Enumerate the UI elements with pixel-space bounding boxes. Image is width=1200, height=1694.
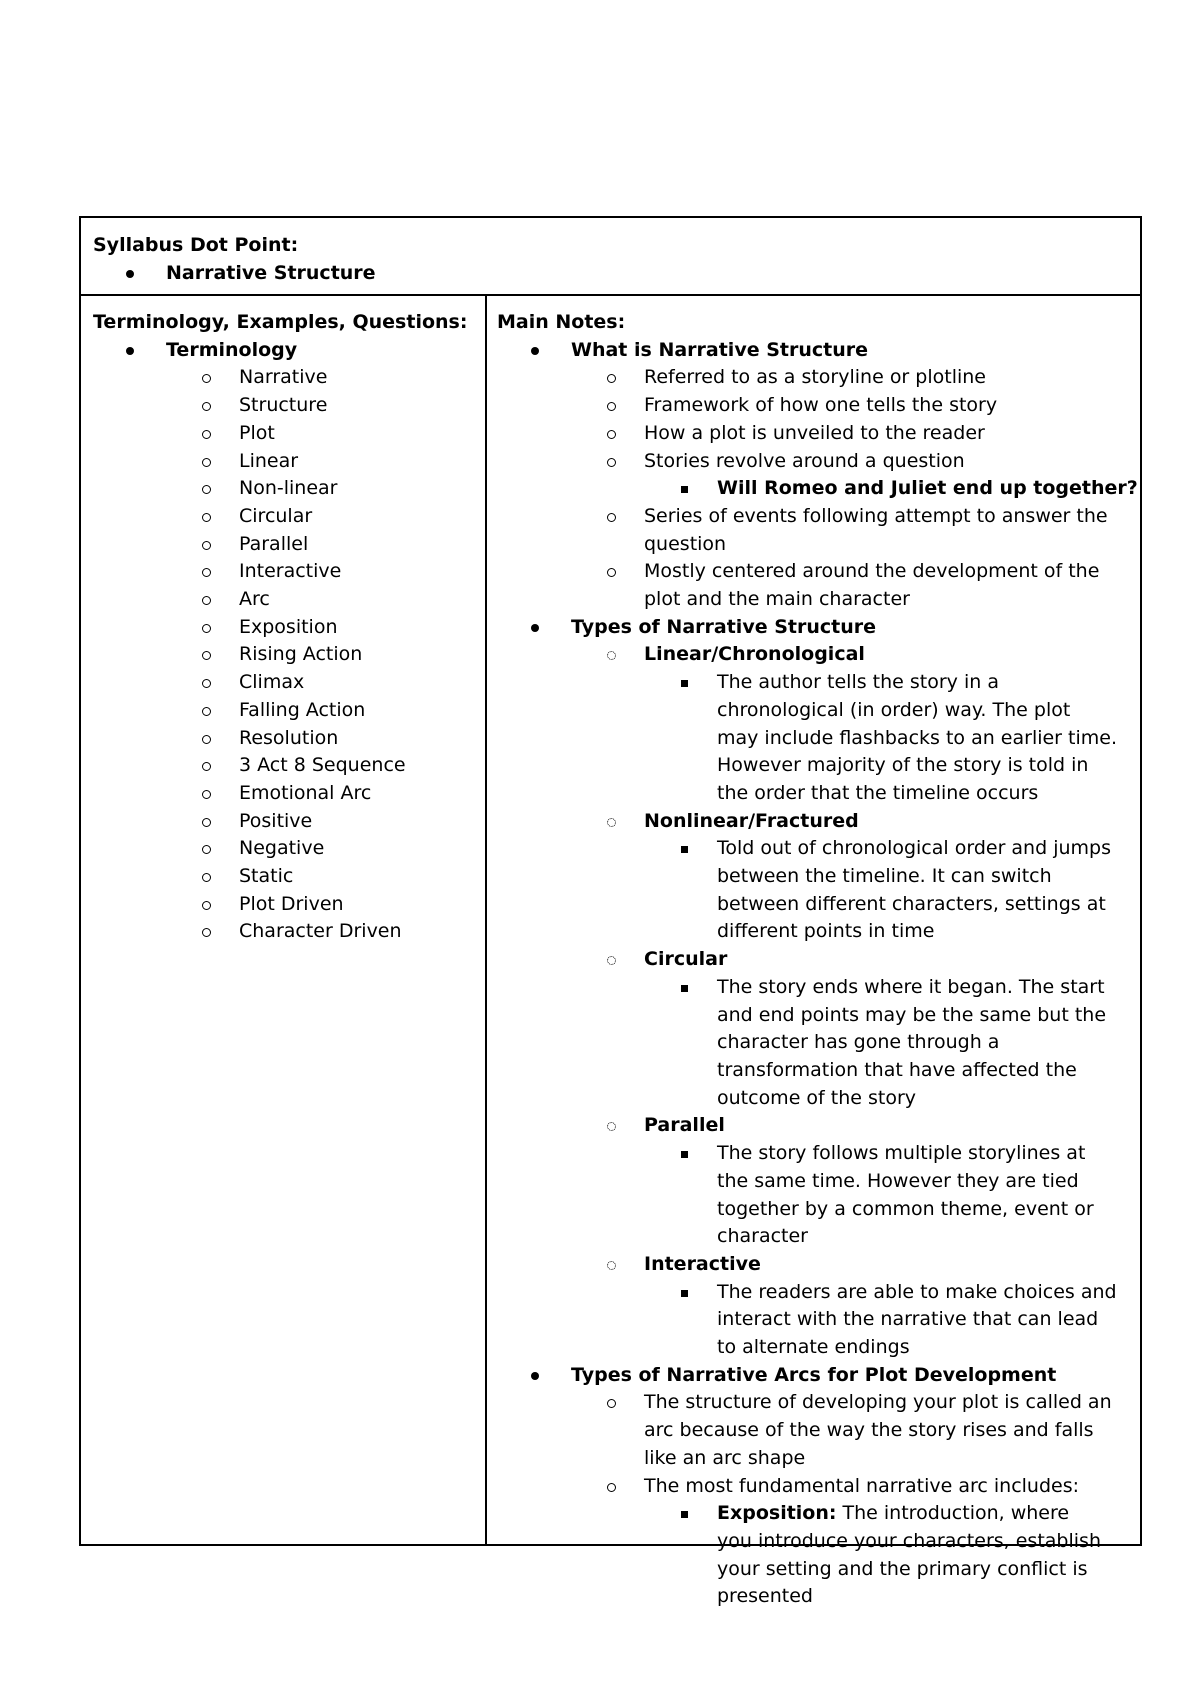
hollow-circle-bullet-icon	[202, 891, 211, 920]
term-item: Plot	[93, 420, 485, 448]
hollow-circle-bullet-icon	[202, 475, 211, 504]
type-list	[497, 641, 1134, 1361]
bullet-icon	[531, 337, 539, 365]
hollow-circle-bullet-icon	[202, 808, 211, 837]
hollow-circle-bullet-icon	[202, 448, 211, 477]
bullet-icon	[126, 260, 134, 288]
term-item: Rising Action	[93, 641, 485, 669]
hollow-circle-bullet-icon	[202, 918, 211, 947]
dotted-circle-bullet-icon	[607, 1251, 616, 1280]
type-name: Nonlinear/Fractured	[497, 808, 1134, 836]
section-title: Types of Narrative Arcs for Plot Development	[497, 1362, 1134, 1390]
syllabus-point: Narrative Structure	[93, 260, 1140, 288]
square-bullet-icon	[681, 835, 688, 863]
note-item: The most fundamental narrative arc includes:	[497, 1473, 1134, 1501]
term-item: 3 Act 8 Sequence	[93, 752, 485, 780]
term-item: Static	[93, 863, 485, 891]
note-exposition: Exposition: The introduction, where you introduce your characters, establish your setting and the primary conflict is presented	[497, 1500, 1134, 1611]
term-list	[93, 364, 485, 946]
hollow-circle-bullet-icon	[607, 420, 616, 449]
term-item: Linear	[93, 448, 485, 476]
hollow-circle-bullet-icon	[202, 725, 211, 754]
hollow-circle-bullet-icon	[202, 780, 211, 809]
term-item: Falling Action	[93, 697, 485, 725]
note-list	[497, 364, 1134, 475]
hollow-circle-bullet-icon	[202, 558, 211, 587]
hollow-circle-bullet-icon	[202, 586, 211, 615]
hollow-circle-bullet-icon	[202, 863, 211, 892]
square-bullet-icon	[681, 1140, 688, 1168]
term-item: Emotional Arc	[93, 780, 485, 808]
type-name: Linear/Chronological	[497, 641, 1134, 669]
note-list	[497, 1389, 1134, 1500]
hollow-circle-bullet-icon	[202, 669, 211, 698]
hollow-circle-bullet-icon	[202, 392, 211, 421]
square-bullet-icon	[681, 974, 688, 1002]
note-item: Series of events following attempt to answer the question	[497, 503, 1134, 558]
hollow-circle-bullet-icon	[607, 364, 616, 393]
hollow-circle-bullet-icon	[607, 448, 616, 477]
hollow-circle-bullet-icon	[607, 558, 616, 587]
section-title: What is Narrative Structure	[497, 337, 1134, 365]
note-item: Mostly centered around the development of the plot and the main character	[497, 558, 1134, 613]
type-name: Parallel	[497, 1112, 1134, 1140]
term-item: Non-linear	[93, 475, 485, 503]
term-item: Character Driven	[93, 918, 485, 946]
terminology-cell	[81, 296, 487, 1544]
term-item: Circular	[93, 503, 485, 531]
square-bullet-icon	[681, 475, 688, 503]
dotted-circle-bullet-icon	[607, 946, 616, 975]
main-notes-cell	[487, 296, 1140, 1608]
main-notes-heading: Main Notes:	[497, 311, 626, 333]
type-name: Interactive	[497, 1251, 1134, 1279]
term-item: Parallel	[93, 531, 485, 559]
type-description: Told out of chronological order and jumps between the timeline. It can switch between different characters, settings at different points in time	[497, 835, 1134, 946]
hollow-circle-bullet-icon	[202, 420, 211, 449]
note-item: Referred to as a storyline or plotline	[497, 364, 1134, 392]
hollow-circle-bullet-icon	[202, 697, 211, 726]
note-item: How a plot is unveiled to the reader	[497, 420, 1134, 448]
type-name: Circular	[497, 946, 1134, 974]
type-description: The story ends where it began. The start and end points may be the same but the character has gone through a transformation that have affected the outcome of the story	[497, 974, 1134, 1113]
notes-table	[79, 216, 1142, 1608]
term-item: Arc	[93, 586, 485, 614]
term-item: Positive	[93, 808, 485, 836]
hollow-circle-bullet-icon	[202, 641, 211, 670]
square-bullet-icon	[681, 669, 688, 697]
term-item: Interactive	[93, 558, 485, 586]
note-item: Framework of how one tells the story	[497, 392, 1134, 420]
dotted-circle-bullet-icon	[607, 1112, 616, 1141]
bullet-icon	[126, 337, 134, 365]
terminology-section: Terminology	[93, 337, 485, 365]
type-description: The story follows multiple storylines at the same time. However they are tied together by a common theme, event or character	[497, 1140, 1134, 1251]
term-item: Exposition	[93, 614, 485, 642]
term-item: Resolution	[93, 725, 485, 753]
hollow-circle-bullet-icon	[202, 752, 211, 781]
term-item: Negative	[93, 835, 485, 863]
hollow-circle-bullet-icon	[607, 503, 616, 532]
bullet-icon	[531, 614, 539, 642]
term-item: Structure	[93, 392, 485, 420]
hollow-circle-bullet-icon	[202, 364, 211, 393]
note-item: The structure of developing your plot is called an arc because of the way the story rises and falls like an arc shape	[497, 1389, 1134, 1472]
dotted-circle-bullet-icon	[607, 641, 616, 670]
hollow-circle-bullet-icon	[607, 1389, 616, 1418]
type-description: The readers are able to make choices and interact with the narrative that can lead to alternate endings	[497, 1279, 1134, 1362]
hollow-circle-bullet-icon	[202, 614, 211, 643]
type-description: The author tells the story in a chronological (in order) way. The plot may include flashbacks to an earlier time. However majority of the story is told in the order that the timeline occurs	[497, 669, 1134, 808]
hollow-circle-bullet-icon	[607, 392, 616, 421]
dotted-circle-bullet-icon	[607, 808, 616, 837]
term-item: Narrative	[93, 364, 485, 392]
term-item: Plot Driven	[93, 891, 485, 919]
syllabus-cell	[81, 218, 1140, 296]
hollow-circle-bullet-icon	[202, 503, 211, 532]
note-list	[497, 503, 1134, 614]
note-item: Stories revolve around a question	[497, 448, 1134, 476]
hollow-circle-bullet-icon	[202, 835, 211, 864]
term-item: Climax	[93, 669, 485, 697]
square-bullet-icon	[681, 1279, 688, 1307]
terminology-heading: Terminology, Examples, Questions:	[93, 311, 468, 333]
hollow-circle-bullet-icon	[607, 1473, 616, 1502]
hollow-circle-bullet-icon	[202, 531, 211, 560]
bullet-icon	[531, 1362, 539, 1390]
section-title: Types of Narrative Structure	[497, 614, 1134, 642]
note-question: Will Romeo and Juliet end up together?	[497, 475, 1134, 503]
syllabus-label: Syllabus Dot Point:	[93, 234, 299, 256]
square-bullet-icon	[681, 1500, 688, 1528]
